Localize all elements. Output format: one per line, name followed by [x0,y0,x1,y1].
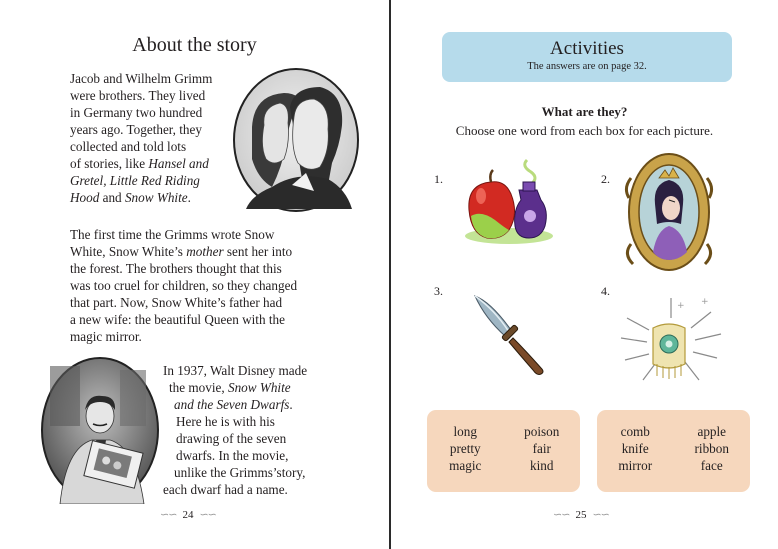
text-run: each dwarf had a name. [163,482,288,497]
text-line [163,430,338,447]
text-run: a new wife: the beautiful Queen with the [70,312,285,327]
text-line [70,243,330,260]
item-number-3: 3. [434,284,443,298]
text-line [70,226,330,243]
svg-text:+: + [677,301,685,311]
italic-text-run: Snow White [227,380,291,395]
word-option: mirror [618,458,653,473]
story-title: About the story [132,34,257,56]
page-number-text: 24 [182,508,194,521]
text-run: drawing of the seven [176,431,287,446]
word-option: poison [524,424,560,439]
italic-text-run: Hood [70,190,100,205]
word-box-1-grid [427,410,580,474]
text-line [70,294,330,311]
text-line [163,447,338,464]
word-box-2-grid [597,410,750,474]
text-run: unlike the Grimms’story, [174,465,306,480]
text-run: that part. Now, Snow White’s father had [70,295,283,310]
activities-banner [442,32,732,82]
text-run: Here he is with his [176,414,275,429]
italic-text-run: and the Seven Dwarfs [174,397,290,412]
grimm-brothers-portrait [232,67,360,213]
text-line [163,396,338,413]
text-line [70,104,240,121]
dagger-knife-icon [471,292,551,376]
text-line [70,121,240,138]
text-line [70,172,240,189]
text-run: dwarfs. In the movie, [176,448,289,463]
word-option: fair [532,441,551,456]
left-ornament-icon: ∽∽ [160,509,177,521]
question-title: What are they? [541,104,628,119]
text-line [163,481,338,498]
item-number-1: 1. [434,172,443,186]
text-run: The first time the Grimms wrote Snow [70,227,275,242]
page-number-text: 25 [575,508,587,521]
word-option: knife [621,441,649,456]
italic-text-run: Hansel and [148,156,209,171]
story-paragraph-walt-disney [163,362,338,498]
text-line [163,413,338,430]
text-run: . [289,397,293,412]
item-number-4: 4. [601,284,610,298]
text-line [70,311,330,328]
text-run: were brothers. They lived [70,88,206,103]
word-option: long [453,424,477,439]
word-option: comb [620,424,650,439]
text-run: of stories, like [70,156,149,171]
text-run: in Germany two hundred [70,105,203,120]
question-instruction: Choose one word from each box for each picture. [455,123,714,138]
right-ornament-icon: ∽∽ [592,509,609,521]
italic-text-run: Gretel, Little Red Riding [70,173,200,188]
text-run: sent her into [223,244,293,259]
text-run: In 1937, Walt Disney made [163,363,308,378]
text-line [70,155,240,172]
page-number-left [160,508,216,521]
text-line [70,189,240,206]
right-ornament-icon: ∽∽ [199,509,216,521]
text-run: years ago. Together, they [70,122,202,137]
text-line [70,277,330,294]
word-option: kind [530,458,554,473]
italic-text-run: Snow White [124,190,188,205]
text-line [70,70,240,87]
word-option: pretty [449,441,481,456]
sparkling-comb-icon [613,294,729,394]
activities-title: Activities [550,38,624,59]
item-number-2: 2. [601,172,610,186]
left-ornament-icon: ∽∽ [553,509,570,521]
word-box-2 [597,410,750,492]
text-run: the movie, [169,380,228,395]
text-line [163,464,338,481]
text-line [163,362,338,379]
text-line [70,87,240,104]
text-run: was too cruel for children, so they changed [70,278,298,293]
walt-disney-photo [40,356,160,504]
svg-text:+: + [701,297,709,307]
text-run: and [99,190,125,205]
story-paragraph-grimm-brothers [70,70,240,206]
word-option: ribbon [694,441,729,456]
text-line [70,260,330,277]
text-run: Jacob and Wilhelm Grimm [70,71,213,86]
poisoned-apple-and-potion-icon [461,150,561,250]
word-box-1 [427,410,580,492]
story-paragraph-first-version [70,226,330,345]
word-option: magic [449,458,482,473]
text-run: collected and told lots [70,139,187,154]
text-run: . [187,190,191,205]
italic-text-run: mother [186,244,224,259]
queen-in-magic-mirror-icon [623,148,715,276]
word-option: apple [697,424,727,439]
right-page [391,0,778,549]
text-run: magic mirror. [70,329,142,344]
text-line [70,138,240,155]
text-run: White, Snow White’s [70,244,187,259]
text-run: the forest. The brothers thought that this [70,261,282,276]
word-option: face [700,458,723,473]
page-number-right [553,508,609,521]
text-line [163,379,338,396]
answers-note: The answers are on page 32. [527,61,647,72]
text-line [70,328,330,345]
